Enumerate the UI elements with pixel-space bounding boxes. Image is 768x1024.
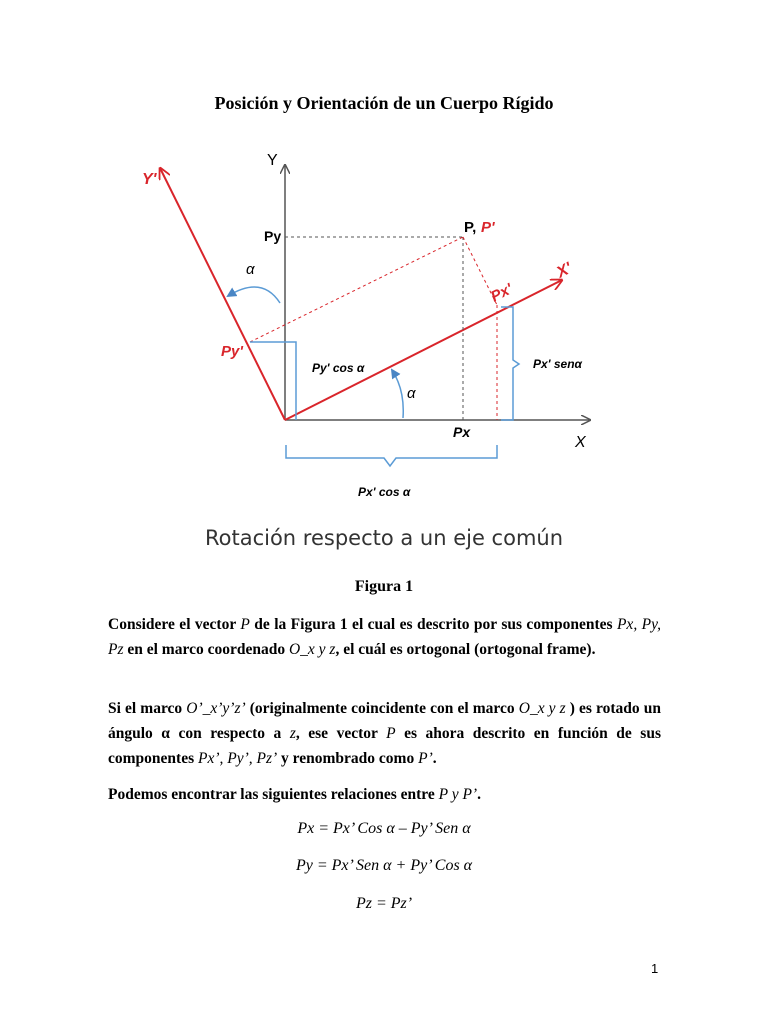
y-prime-axis: [160, 168, 285, 420]
paragraph-2: Si el marco O’_x’y’z’ (originalmente coincidente con el marco O_x y z ) es rotado un ángulo α con respecto a z, ese vector P es ahora descrito en función de sus componentes Px’, Py’, Pz’ y renombrado como P’.: [108, 700, 661, 767]
paragraph-3: Podemos encontrar las siguientes relaciones entre P y P’.: [108, 786, 481, 803]
page-number: 1: [651, 961, 659, 976]
py-cos-label: Py' cos α: [312, 361, 365, 375]
page-title: Posición y Orientación de un Cuerpo Rígido: [214, 93, 554, 113]
y-prime-label: Y': [142, 171, 157, 188]
px-label: Px: [453, 424, 471, 440]
equation-1: Px = Px’ Cos α – Py’ Sen α: [297, 820, 471, 837]
alpha-top-label: α: [246, 261, 255, 278]
alpha-bottom-label: α: [407, 385, 416, 402]
figure-label: Figura 1: [354, 578, 414, 595]
equation-3: Pz = Pz’: [355, 895, 413, 912]
py-prime-label: Py': [221, 343, 243, 360]
x-axis-label: X: [575, 434, 586, 451]
p-prime-label: P': [481, 219, 495, 236]
x-prime-axis: [285, 280, 562, 420]
p-label: P,: [464, 219, 477, 236]
figure-caption: Rotación respecto a un eje común: [204, 526, 564, 550]
py-label: Py: [264, 228, 282, 244]
equation-2: Py = Px’ Sen α + Py’ Cos α: [295, 857, 473, 874]
px-sen-label: Px' senα: [533, 357, 582, 371]
px-prime-label: Px': [488, 280, 516, 306]
px-cos-label: Px' cos α: [358, 485, 411, 499]
y-axis-label: Y: [267, 152, 278, 169]
paragraph-1: Considere el vector P de la Figura 1 el cual es descrito por sus componentes Px, Py, Pz en el marco coordenado O_x y z, el cuál es ortogonal (ortogonal frame).: [108, 616, 661, 658]
x-prime-label: X': [554, 259, 575, 282]
